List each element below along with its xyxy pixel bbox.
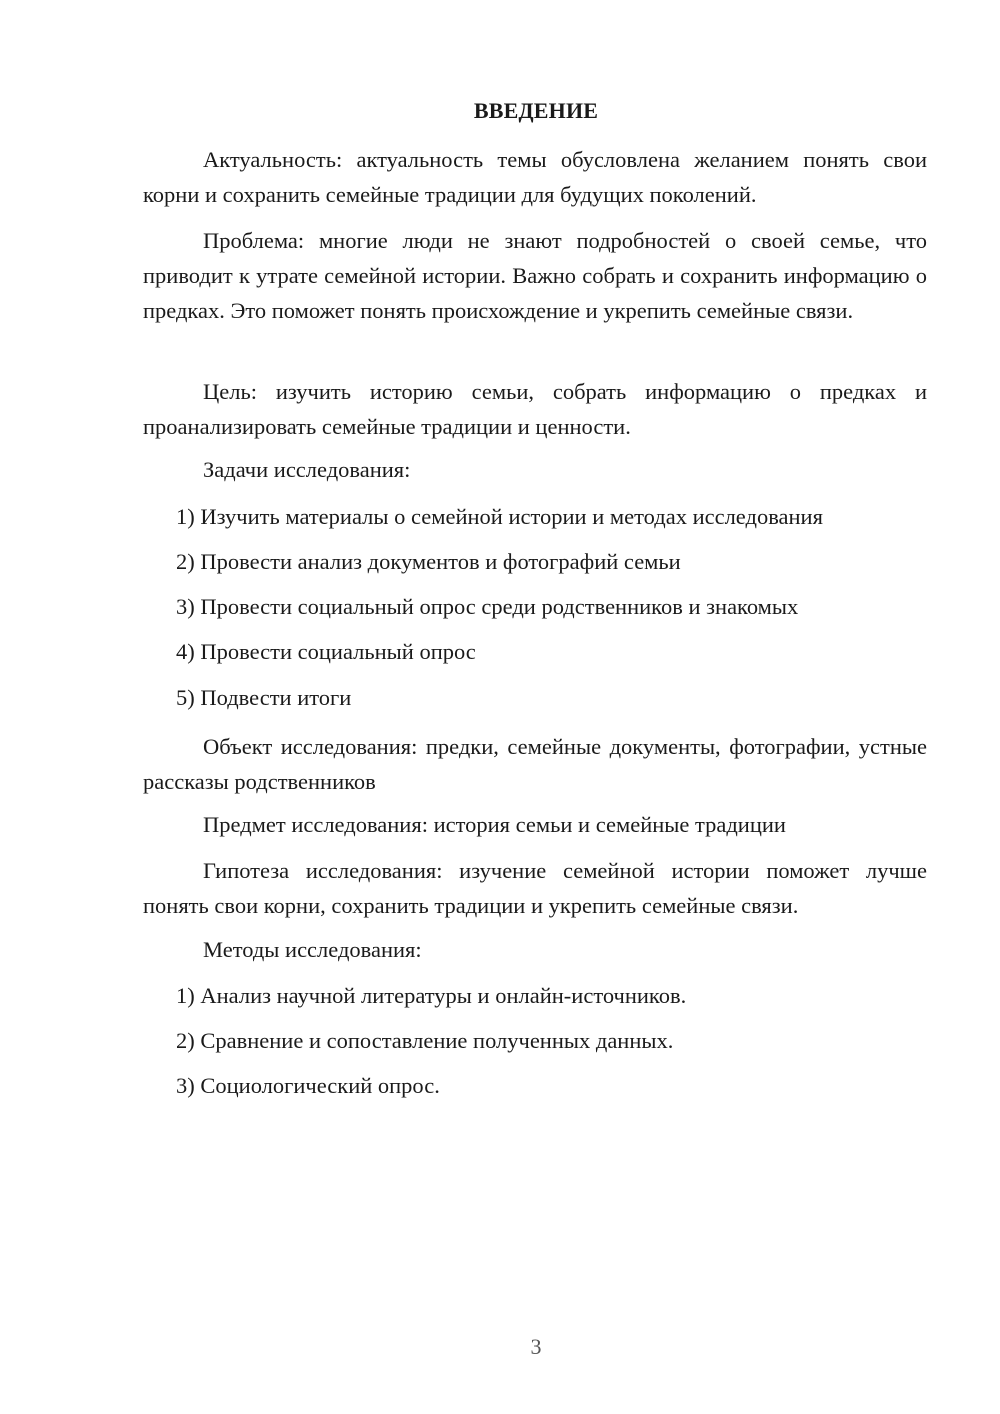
method-item-1: 1) Анализ научной литературы и онлайн-источников. bbox=[176, 983, 687, 1008]
page-number: 3 bbox=[530, 1334, 542, 1359]
method-item-3: 3) Социологический опрос. bbox=[176, 1073, 440, 1098]
paragraph-subject: Предмет исследования: история семьи и семейные традиции bbox=[203, 812, 786, 837]
paragraph-goal: Цель: изучить историю семьи, собрать информацию о предках и проанализировать семейные традиции и ценности. bbox=[143, 379, 927, 439]
paragraph-problem: Проблема: многие люди не знают подробностей о своей семье, что приводит к утрате семейной истории. Важно собрать и сохранить информацию о предках. Это поможет понять происхождение и укрепить семейные связи. bbox=[143, 228, 927, 323]
paragraph-hypothesis: Гипотеза исследования: изучение семейной истории поможет лучше понять свои корни, сохранить традиции и укрепить семейные связи. bbox=[143, 858, 927, 918]
method-item-2: 2) Сравнение и сопоставление полученных данных. bbox=[176, 1028, 674, 1053]
page-title: ВВЕДЕНИЕ bbox=[473, 98, 599, 123]
task-item-2: 2) Провести анализ документов и фотографий семьи bbox=[176, 549, 681, 574]
task-item-5: 5) Подвести итоги bbox=[176, 685, 352, 710]
task-item-1: 1) Изучить материалы о семейной истории и методах исследования bbox=[176, 504, 823, 529]
tasks-title: Задачи исследования: bbox=[203, 457, 411, 482]
task-item-4: 4) Провести социальный опрос bbox=[176, 639, 476, 664]
methods-title: Методы исследования: bbox=[203, 937, 422, 962]
paragraph-object: Объект исследования: предки, семейные документы, фотографии, устные рассказы родственников bbox=[143, 734, 927, 794]
paragraph-relevance: Актуальность: актуальность темы обусловлена желанием понять свои корни и сохранить семейные традиции для будущих поколений. bbox=[143, 147, 927, 207]
task-item-3: 3) Провести социальный опрос среди родственников и знакомых bbox=[176, 594, 799, 619]
